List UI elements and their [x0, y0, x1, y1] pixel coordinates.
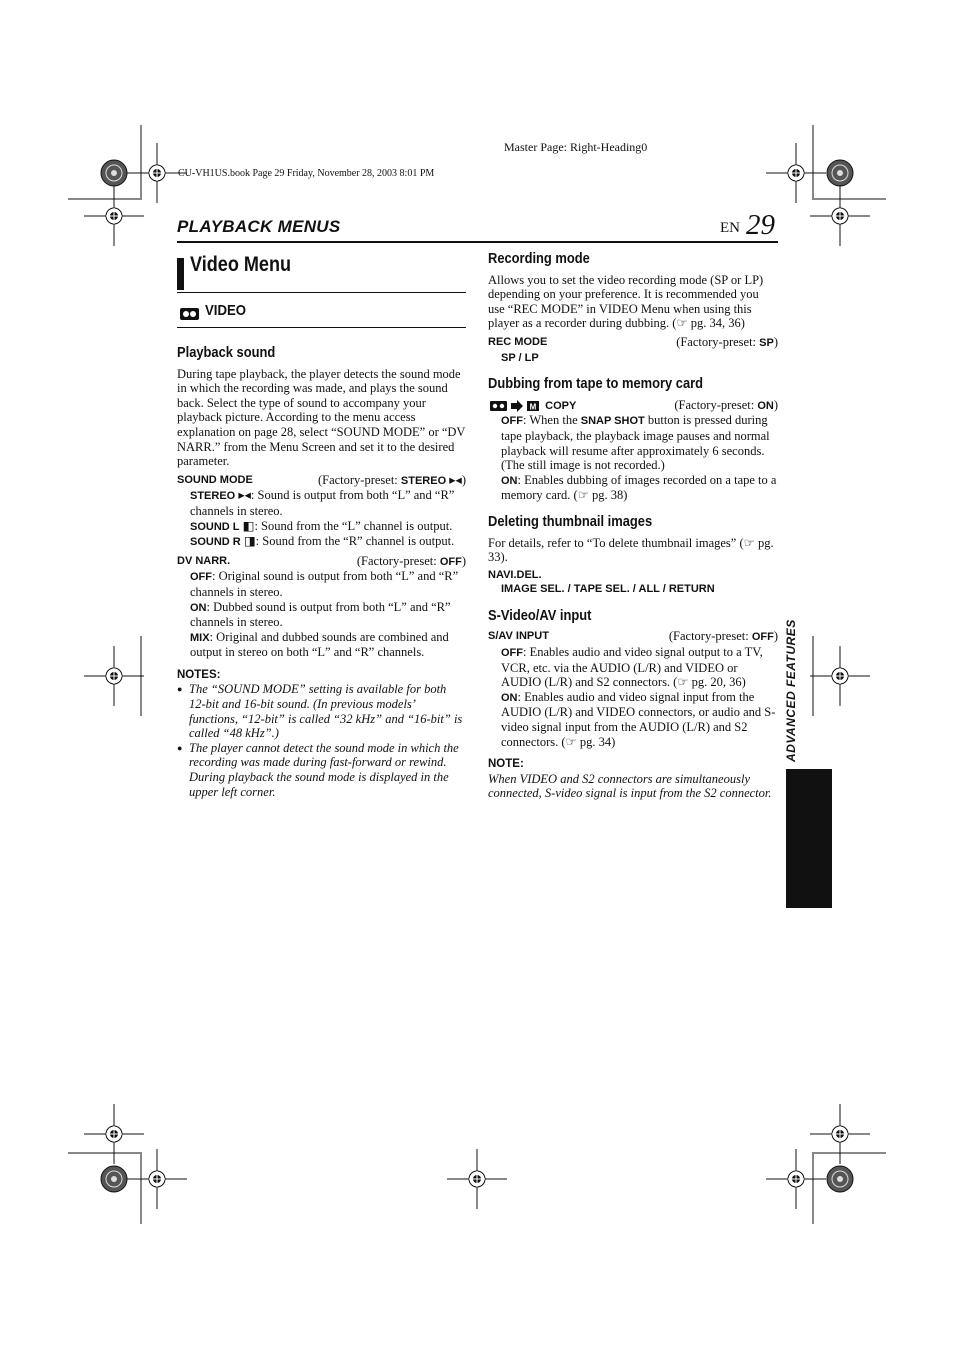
- navi-del-key: NAVI.DEL.: [488, 568, 542, 581]
- page-number: 29: [746, 209, 775, 241]
- option-on: ON: Dubbed sound is output from both “L” and “R” channels in stereo.: [190, 599, 451, 630]
- title-bar-decoration: [177, 258, 184, 290]
- stereo-icon: ▸◂: [238, 488, 251, 503]
- sav-input-key: S/AV INPUT: [488, 630, 549, 643]
- page-title: Video Menu: [190, 253, 292, 276]
- playback-sound-heading: Playback sound: [177, 344, 276, 361]
- option-stereo: STEREO ▸◂: Sound is output from both “L” and “R” channels in stereo.: [190, 488, 455, 518]
- option-mix: MIX: Original and dubbed sounds are combined and output in stereo on both “L” and “R” channels.: [190, 629, 449, 660]
- playback-sound-body: During tape playback, the player detects the sound mode in which the recording was made, and plays the sound back. Select the type of sound to accompany your playback picture. According to the menu access explanation on page 28, select “SOUND MODE” or “DV NARR.” from the Menu Screen and set it to the desired parameter.: [177, 366, 466, 469]
- right-column: [488, 252, 778, 801]
- copy-key: COPY: [545, 399, 577, 412]
- copy-option-off: OFF: When the SNAP SHOT button is pressed during tape playback, the playback image pauses and normal playback will resume after approximately 6 seconds. (The still image is not recorded.): [501, 413, 770, 473]
- sound-mode-preset: (Factory-preset: STEREO ▸◂): [317, 472, 466, 487]
- master-page-label: Master Page: Right-Heading0: [504, 140, 648, 154]
- header-rule: [177, 241, 778, 243]
- note-item: ● The “SOUND MODE” setting is available for both 12-bit and 16-bit sound. (In previous models’ functions, “12-bit” is called “32 kHz” and “16-bit” is called “48 kHz”.): [177, 682, 466, 740]
- sav-option-off: OFF: Enables audio and video signal output to a TV, VCR, etc. via the AUDIO (L/R) and VIDEO or AUDIO (L/R) and S2 connectors. (☞ pg. 20, 36): [501, 645, 763, 690]
- speaker-right-icon: ◨: [243, 534, 256, 549]
- left-column: [177, 253, 466, 799]
- sav-input-setting: [488, 629, 778, 645]
- rec-mode-setting: [488, 335, 778, 351]
- rec-mode-choices: SP / LP: [501, 351, 539, 364]
- option-sound-l: SOUND L ◧: Sound from the “L” channel is output.: [190, 518, 453, 533]
- sav-input-preset: (Factory-preset: OFF): [668, 629, 778, 644]
- svideo-heading: S-Video/AV input: [488, 606, 592, 624]
- dv-narr-preset: (Factory-preset: OFF): [356, 553, 466, 568]
- section-heading: PLAYBACK MENUS: [177, 217, 341, 236]
- video-menu-title-block: [177, 253, 466, 293]
- video-label: VIDEO: [205, 302, 247, 319]
- stereo-icon: ▸◂: [449, 472, 462, 487]
- recording-mode-heading: Recording mode: [488, 250, 590, 267]
- chapter-tab: [786, 769, 832, 908]
- speaker-left-icon: ◧: [242, 518, 255, 533]
- sound-mode-key: SOUND MODE: [177, 473, 253, 486]
- side-section-label: ADVANCED FEATURES: [784, 619, 798, 762]
- sav-option-on: ON: Enables audio and video signal input from the AUDIO (L/R) and VIDEO connectors, or audio and S-video signal input from the AUDIO (L/R) and S2 connectors. (☞ pg. 34): [501, 689, 776, 749]
- navi-del-choices: IMAGE SEL. / TAPE SEL. / ALL / RETURN: [501, 583, 715, 596]
- option-off: OFF: Original sound is output from both “L” and “R” channels in stereo.: [190, 569, 459, 599]
- dv-narr-key: DV NARR.: [177, 554, 231, 567]
- rec-mode-key: REC MODE: [488, 335, 548, 348]
- copy-option-on: ON: Enables dubbing of images recorded on a tape to a memory card. (☞ pg. 38): [501, 472, 777, 503]
- tape-to-card-icon: [488, 400, 542, 412]
- note-item: ● The player cannot detect the sound mode in which the recording was made during fast-forward or rewind. During playback the sound mode is displayed in the upper left corner.: [177, 741, 466, 799]
- copy-preset: (Factory-preset: ON): [674, 397, 778, 412]
- note-body: When VIDEO and S2 connectors are simultaneously connected, S-video signal is input from the S2 connector.: [488, 771, 772, 801]
- copy-setting: [488, 398, 778, 414]
- rec-mode-preset: (Factory-preset: SP): [676, 334, 778, 349]
- dv-narr-setting: [177, 554, 466, 570]
- sound-mode-setting: [177, 473, 466, 489]
- note-heading: NOTE:: [488, 758, 524, 771]
- book-info-line: CU-VH1US.book Page 29 Friday, November 28, 2003 8:01 PM: [178, 168, 435, 179]
- notes-heading: NOTES:: [177, 668, 221, 681]
- recording-mode-body: Allows you to set the video recording mode (SP or LP) depending on your preference. It is recommended you use “REC MODE” in VIDEO Menu when using this player as a recorder during dubbing. (☞ pg. 34, 36): [488, 272, 764, 331]
- option-sound-r: SOUND R ◨: Sound from the “R” channel is output.: [190, 534, 455, 549]
- dubbing-heading: Dubbing from tape to memory card: [488, 375, 704, 393]
- language-code: EN: [720, 220, 740, 236]
- thumbnail-body: For details, refer to “To delete thumbnail images” (☞ pg. 33).: [488, 535, 774, 565]
- svg-text:M: M: [529, 402, 537, 412]
- cassette-icon: [180, 308, 199, 320]
- video-menu-label-row: [177, 303, 466, 328]
- thumbnail-heading: Deleting thumbnail images: [488, 512, 653, 530]
